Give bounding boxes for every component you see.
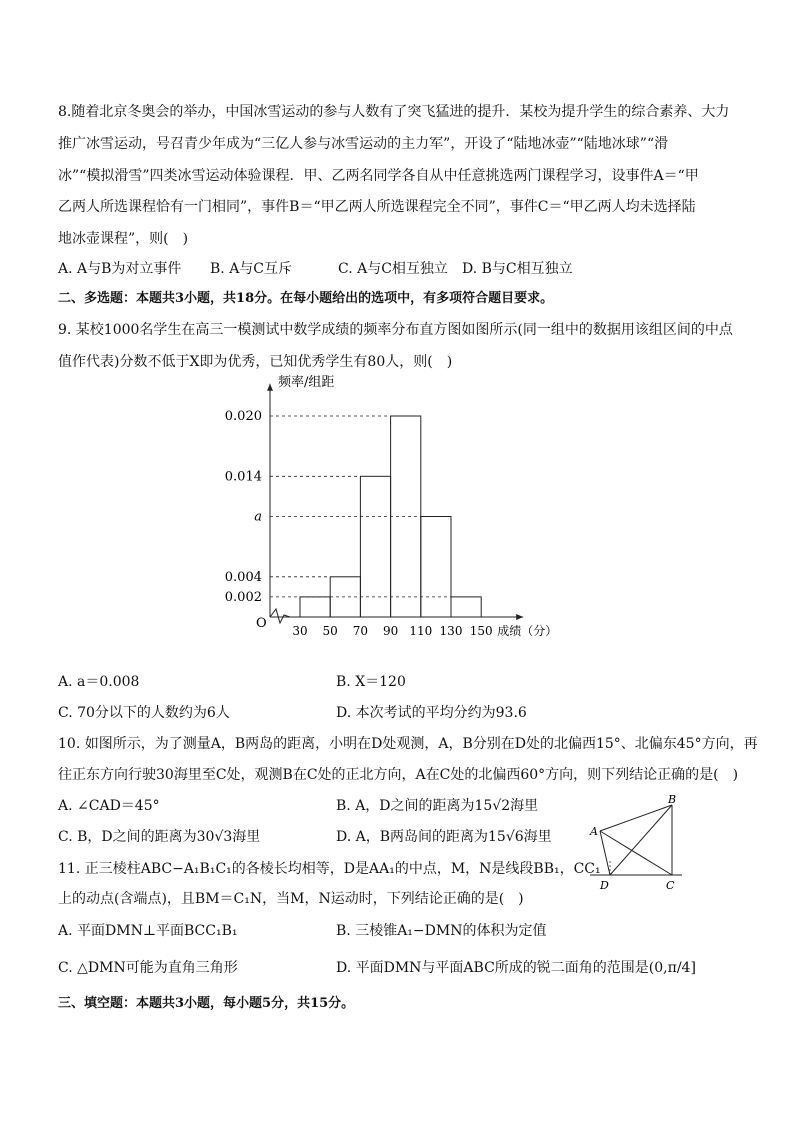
q11-option-c: C. △DMN可能为直角三角形 <box>58 960 238 976</box>
x-tick-label: 90 <box>382 624 399 638</box>
q9-line-1: 9. 某校1000名学生在高三一模测试中数学成绩的频率分布直方图如图所示(同一组中的数据用该组区间的中点 <box>58 322 733 338</box>
y-tick-label: a <box>254 509 262 525</box>
q8-option-a: A. A与B为对立事件 <box>58 261 182 277</box>
q8-option-d: D. B与C相互独立 <box>462 261 573 277</box>
q10-figure <box>590 793 690 892</box>
x-tick-label: 110 <box>409 624 433 638</box>
q11-option-d: D. 平面DMN与平面ABC所成的锐二面角的范围是(0,π/4] <box>336 960 696 976</box>
x-tick-label: 130 <box>439 624 463 638</box>
y-tick-label: 0.004 <box>224 569 262 585</box>
q11-option-b: B. 三棱锥A₁−DMN的体积为定值 <box>336 923 547 939</box>
y-tick-label: 0.020 <box>224 409 262 424</box>
histogram-bar <box>421 517 451 618</box>
x-tick-label: 50 <box>322 624 338 638</box>
label-c: C <box>666 879 675 892</box>
q8-line-4: 乙两人所选课程恰有一门相同”，事件B＝“甲乙两人所选课程完全不同”，事件C＝“甲乙两人均未选择陆 <box>58 199 696 215</box>
q9-option-c: C. 70分以下的人数约为6人 <box>58 705 230 721</box>
x-tick-label: 30 <box>292 624 308 638</box>
y-tick-label: 0.002 <box>224 589 262 605</box>
segment-da <box>600 831 610 875</box>
q8-line-3: 冰”“模拟滑雪”四类冰雪运动体验课程．甲、乙两名同学各自从中任意挑选两门课程学习，设事件A＝“甲 <box>58 168 699 184</box>
q11-line-1: 11. 正三棱柱ABC−A₁B₁C₁的各棱长均相等，D是AA₁的中点，M，N是线段BB₁，CC₁ <box>58 861 601 877</box>
q10-option-d: D. A，B两岛间的距离为15√6海里 <box>336 829 552 845</box>
q9-line-2: 值作代表)分数不低于X即为优秀，已知优秀学生有80人，则( ) <box>58 354 453 370</box>
section-2-heading: 二、多选题：本题共3小题，共18分。在每小题给出的选项中，有多项符合题目要求。 <box>58 291 554 306</box>
histogram-bar <box>300 597 330 617</box>
x-axis-label: 成绩（分） <box>497 624 558 638</box>
q8-option-c: C. A与C相互独立 <box>338 261 448 277</box>
label-a: A <box>590 825 598 838</box>
q11-option-a: A. 平面DMN⊥平面BCC₁B₁ <box>58 923 238 939</box>
segment-ca <box>600 831 672 875</box>
q10-option-c: C. B，D之间的距离为30√3海里 <box>58 829 261 845</box>
segment-ab <box>600 805 672 831</box>
q9-option-a: A. a＝0.008 <box>58 674 140 690</box>
histogram-bar <box>360 476 390 617</box>
x-axis-arrow <box>516 614 523 620</box>
q8-line-2: 推广冰雪运动，号召青少年成为“三亿人参与冰雪运动的主力军”，开设了“陆地冰壶”“陆地冰球”“滑 <box>58 136 669 152</box>
q8-option-b: B. A与C互斥 <box>210 261 293 277</box>
y-axis-label: 频率/组距 <box>278 374 335 390</box>
q9-option-b: B. X＝120 <box>336 674 406 690</box>
section-3-heading: 三、填空题：本题共3小题，每小题5分，共15分。 <box>58 996 355 1011</box>
origin-label: O <box>256 616 267 631</box>
q10-option-a: A. ∠CAD＝45° <box>58 798 160 814</box>
histogram-bar <box>451 597 481 617</box>
y-axis-arrow <box>267 384 273 391</box>
q10-line-2: 往正东方向行驶30海里至C处，观测B在C处的正北方向，A在C处的北偏西60°方向，则下列结论正确的是( ) <box>58 767 739 783</box>
q9-option-d: D. 本次考试的平均分约为93.6 <box>336 705 527 721</box>
q8-line-5: 地冰壶课程”，则( ) <box>58 231 189 247</box>
x-tick-label: 70 <box>352 624 369 638</box>
x-tick-label: 150 <box>469 624 493 638</box>
q10-line-1: 10. 如图所示，为了测量A，B两岛的距离，小明在D处观测，A，B分别在D处的北偏西15°、北偏东45°方向，再 <box>58 736 758 752</box>
label-b: B <box>668 793 677 806</box>
segment-db <box>610 805 672 875</box>
q11-line-2: 上的动点(含端点)，且BM＝C₁N，当M，N运动时，下列结论正确的是( ) <box>58 891 524 907</box>
q10-option-b: B. A，D之间的距离为15√2海里 <box>336 798 539 814</box>
y-tick-label: 0.014 <box>224 469 262 485</box>
label-d: D <box>600 879 609 892</box>
axis-break <box>270 609 290 623</box>
q8-line-1: 8.随着北京冬奥会的举办，中国冰雪运动的参与人数有了突飞猛进的提升．某校为提升学生的综合素养、大力 <box>58 104 730 120</box>
